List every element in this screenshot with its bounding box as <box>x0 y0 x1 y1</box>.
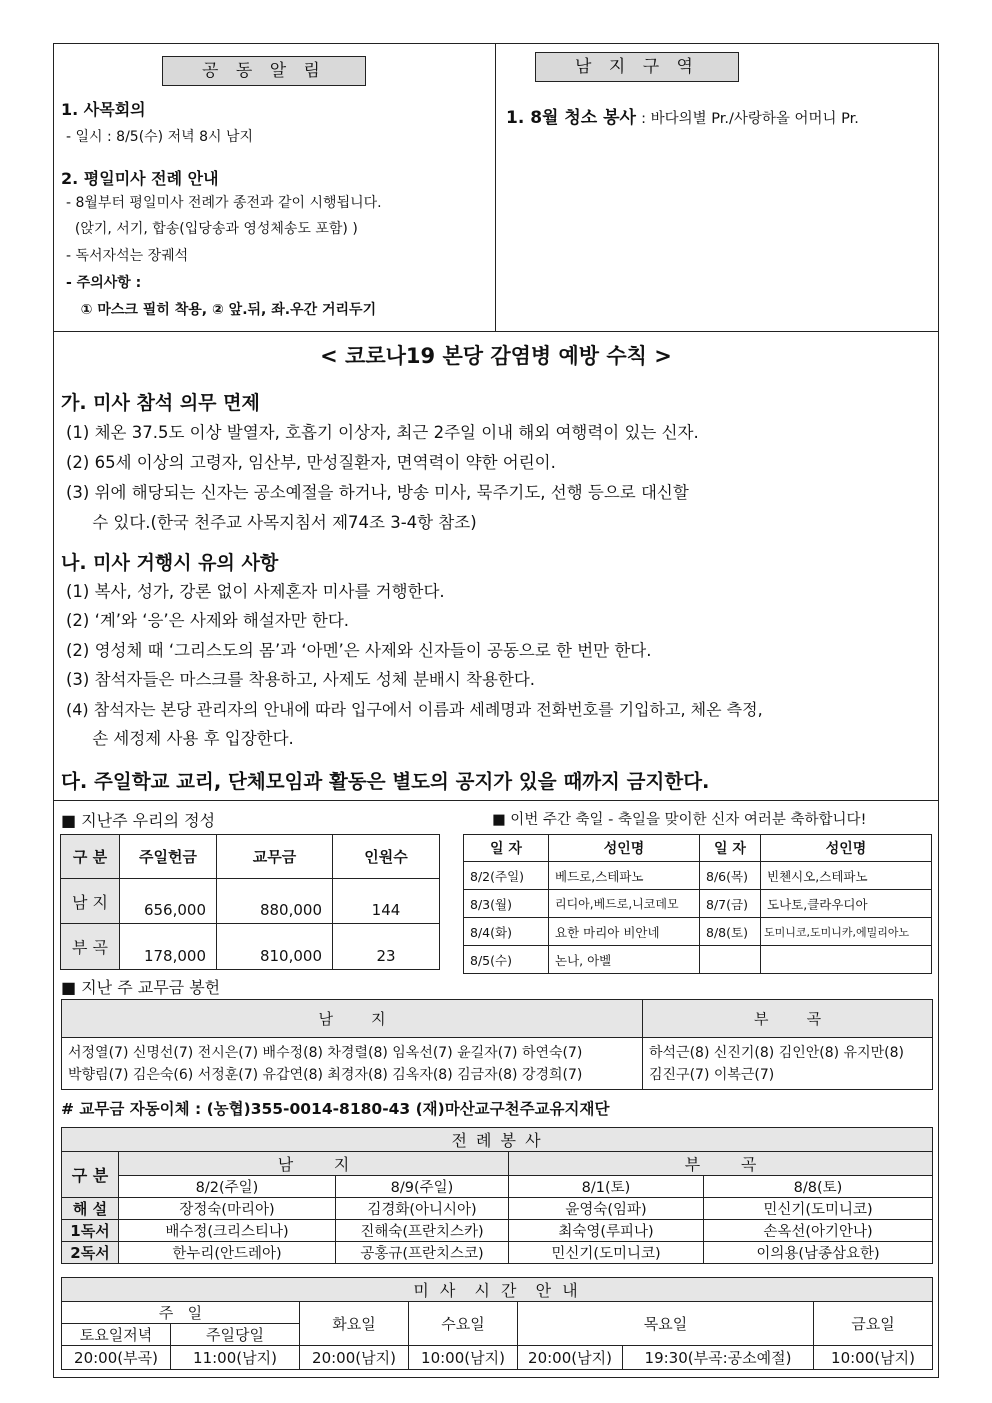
mass-thu: 목요일 <box>518 1302 814 1346</box>
corona-ga-line: (3) 위에 해당되는 신자는 공소예절을 하거나, 방송 미사, 묵주기도, 선행 등으로 대신할 <box>66 483 689 502</box>
table-row <box>62 1198 933 1220</box>
feast-cell: 8/7(금) <box>700 890 761 918</box>
notice-item1-line: - 일시 : 8/5(수) 저녁 8시 남지 <box>66 129 254 145</box>
mass-sunday: 주 일 <box>62 1302 300 1324</box>
liturgy-cell: 한누리(안드레아) <box>119 1242 336 1264</box>
liturgy-namji: 남 지 <box>119 1152 509 1176</box>
feast-header: 성인명 <box>549 835 700 862</box>
mass-time: 20:00(부곡) <box>62 1346 171 1370</box>
namji-title: 남 지 구 역 <box>535 52 739 82</box>
corona-da-line: 다. 주일학교 교리, 단체모임과 활동은 별도의 공지가 있을 때까지 금지한다. <box>61 770 710 793</box>
offering-header: 인원수 <box>333 835 440 879</box>
feast-cell <box>700 946 761 974</box>
liturgy-cell: 이의용(남종삼요한) <box>704 1242 933 1264</box>
feast-cell: 리디아,베드로,니코데모 <box>549 890 700 918</box>
notice-item2-line: - 주의사항 : <box>66 275 142 291</box>
feast-header: 성인명 <box>761 835 932 862</box>
table-row <box>62 1242 933 1264</box>
liturgy-role: 1독서 <box>62 1220 119 1242</box>
corona-na-title: 나. 미사 거행시 유의 사항 <box>61 552 279 574</box>
dues-title: ■ 지난 주 교무금 봉헌 <box>61 978 221 997</box>
liturgy-division: 구 분 <box>62 1152 119 1198</box>
mass-time: 19:30(부곡:공소예절) <box>623 1346 814 1370</box>
notice-item2-title: 2. 평일미사 전례 안내 <box>61 169 219 188</box>
table-row <box>62 1220 933 1242</box>
liturgy-cell: 민신기(도미니코) <box>704 1198 933 1220</box>
liturgy-cell: 손옥선(아기안나) <box>704 1220 933 1242</box>
corona-na-line: 손 세정제 사용 후 입장한다. <box>66 729 294 748</box>
notice-item2-line: - 독서자석는 장궤석 <box>66 248 189 264</box>
offering-header: 교무금 <box>217 835 333 879</box>
table-row <box>464 918 932 946</box>
corona-title: < 코로나19 본당 감염병 예방 수칙 > <box>320 344 672 368</box>
table-row <box>61 924 440 970</box>
dues-namji-line: 박향림(7) 김은숙(6) 서정훈(7) 유갑연(8) 최경자(8) 김옥자(8) 김금자(8) 강경희(7) <box>68 1066 583 1083</box>
feast-cell: 8/4(화) <box>464 918 549 946</box>
mass-wed: 수요일 <box>409 1302 518 1346</box>
feast-cell: 빈첸시오,스테파노 <box>761 862 932 890</box>
feast-cell: 8/8(토) <box>700 918 761 946</box>
dues-autopay: # 교무금 자동이체 : (농협)355-0014-8180-43 (재)마산교구천주교유지재단 <box>61 1100 610 1118</box>
liturgy-cell: 김경화(아니시아) <box>336 1198 509 1220</box>
feast-table <box>463 834 932 974</box>
offering-cell: 178,000 <box>120 924 217 970</box>
liturgy-title: 전 례 봉 사 <box>62 1128 933 1152</box>
liturgy-cell: 배수정(크리스티나) <box>119 1220 336 1242</box>
offering-title: ■ 지난주 우리의 정성 <box>61 811 216 830</box>
table-row <box>62 1346 933 1370</box>
liturgy-role: 2독서 <box>62 1242 119 1264</box>
liturgy-date: 8/9(주일) <box>336 1176 509 1198</box>
mass-title: 미 사 시 간 안 내 <box>62 1278 933 1302</box>
mass-time: 10:00(남지) <box>409 1346 518 1370</box>
liturgy-date: 8/2(주일) <box>119 1176 336 1198</box>
notice-item2-line: - 8월부터 평일미사 전례가 종전과 같이 시행됩니다. <box>66 195 382 211</box>
top-vertical-divider <box>495 43 496 332</box>
feast-cell: 8/6(목) <box>700 862 761 890</box>
liturgy-bugok: 부 곡 <box>509 1152 933 1176</box>
mass-time: 20:00(남지) <box>300 1346 409 1370</box>
notice-title: 공 동 알 림 <box>162 56 366 86</box>
corona-na-line: (3) 참석자들은 마스크를 착용하고, 사제도 성체 분배시 착용한다. <box>66 670 536 689</box>
offering-cell: 남 지 <box>61 879 120 924</box>
liturgy-date: 8/8(토) <box>704 1176 933 1198</box>
mass-table <box>61 1277 933 1370</box>
corona-ga-line: 수 있다.(한국 천주교 사목지침서 제74조 3-4항 참조) <box>66 513 477 532</box>
table-row <box>464 890 932 918</box>
liturgy-cell: 장정숙(마리아) <box>119 1198 336 1220</box>
offering-cell: 23 <box>333 924 440 970</box>
corona-ga-line: (2) 65세 이상의 고령자, 임산부, 만성질환자, 면역력이 약한 어린이. <box>66 453 556 472</box>
offering-cell: 880,000 <box>217 879 333 924</box>
feast-cell <box>761 946 932 974</box>
dues-bugok-header: 부 곡 <box>643 1000 933 1038</box>
dues-namji-line: 서정열(7) 신명선(7) 전시은(7) 배수정(8) 차경렬(8) 임옥선(7) 윤길자(7) 하연숙(7) <box>68 1044 583 1061</box>
liturgy-date: 8/1(토) <box>509 1176 704 1198</box>
mass-time: 10:00(남지) <box>814 1346 933 1370</box>
liturgy-table <box>61 1127 933 1264</box>
feast-header: 일 자 <box>700 835 761 862</box>
offering-cell: 부 곡 <box>61 924 120 970</box>
notice-item1-title: 1. 사목회의 <box>61 100 146 119</box>
corona-na-line: (2) 영성체 때 ‘그리스도의 몸’과 ‘아멘’은 사제와 신자들이 공동으로 한 번만 한다. <box>66 641 652 660</box>
namji-item-label: 1. 8월 청소 봉사 <box>506 108 636 128</box>
corona-ga-line: (1) 체온 37.5도 이상 발열자, 호흡기 이상자, 최근 2주일 이내 해외 여행력이 있는 신자. <box>66 423 699 442</box>
dues-namji-names <box>62 1038 643 1090</box>
corona-na-line: (1) 복사, 성가, 강론 없이 사제혼자 미사를 거행한다. <box>66 582 445 601</box>
notice-item2-line: (앉기, 서기, 합송(입당송과 영성체송도 포함) ) <box>66 221 358 237</box>
mass-sun-day: 주일당일 <box>171 1324 300 1346</box>
feast-cell: 요한 마리아 비안네 <box>549 918 700 946</box>
mass-sat-eve: 토요일저녁 <box>62 1324 171 1346</box>
offering-cell: 656,000 <box>120 879 217 924</box>
feast-header: 일 자 <box>464 835 549 862</box>
mass-time: 11:00(남지) <box>171 1346 300 1370</box>
feast-cell: 도미니코,도미니카,에밀리아노 <box>761 918 932 946</box>
dues-namji-header: 남 지 <box>62 1000 643 1038</box>
table-row <box>61 879 440 924</box>
feast-cell: 베드로,스테파노 <box>549 862 700 890</box>
feast-title: ■ 이번 주간 축일 - 축일을 맞이한 신자 여러분 축하합니다! <box>492 812 867 828</box>
dues-bugok-line: 김진구(7) 이복근(7) <box>649 1066 775 1083</box>
top-horizontal-divider <box>53 331 939 332</box>
namji-item-text: : 바다의별 Pr./사랑하올 어머니 Pr. <box>641 111 859 127</box>
mass-tue: 화요일 <box>300 1302 409 1346</box>
liturgy-cell: 진해숙(프란치스카) <box>336 1220 509 1242</box>
offering-table <box>60 834 440 970</box>
offering-header: 주일헌금 <box>120 835 217 879</box>
mass-time: 20:00(남지) <box>518 1346 623 1370</box>
notice-item2-line: ① 마스크 필히 착용, ② 앞.뒤, 좌.우간 거리두기 <box>66 302 377 318</box>
liturgy-cell: 민신기(도미니코) <box>509 1242 704 1264</box>
liturgy-role: 해 설 <box>62 1198 119 1220</box>
corona-ga-title: 가. 미사 참석 의무 면제 <box>61 392 260 414</box>
offering-header: 구 분 <box>61 835 120 879</box>
liturgy-cell: 최숙영(루피나) <box>509 1220 704 1242</box>
table-row <box>464 946 932 974</box>
table-row <box>464 862 932 890</box>
corona-na-line: (4) 참석자는 본당 관리자의 안내에 따라 입구에서 이름과 세례명과 전화번호를 기입하고, 체온 측정, <box>66 700 763 719</box>
feast-cell: 8/5(수) <box>464 946 549 974</box>
dues-bugok-names <box>643 1038 933 1090</box>
corona-bottom-divider <box>53 800 939 801</box>
offering-cell: 144 <box>333 879 440 924</box>
corona-na-line: (2) ‘계’와 ‘응’은 사제와 해설자만 한다. <box>66 611 350 630</box>
liturgy-cell: 공홍규(프란치스코) <box>336 1242 509 1264</box>
liturgy-cell: 윤영숙(임파) <box>509 1198 704 1220</box>
feast-cell: 도나토,클라우디아 <box>761 890 932 918</box>
mass-fri: 금요일 <box>814 1302 933 1346</box>
offering-cell: 810,000 <box>217 924 333 970</box>
dues-bugok-line: 하석근(8) 신진기(8) 김인안(8) 유지만(8) <box>649 1044 904 1061</box>
feast-cell: 8/3(월) <box>464 890 549 918</box>
feast-cell: 논나, 아벨 <box>549 946 700 974</box>
dues-table <box>61 999 933 1090</box>
feast-cell: 8/2(주일) <box>464 862 549 890</box>
namji-item <box>506 103 859 128</box>
